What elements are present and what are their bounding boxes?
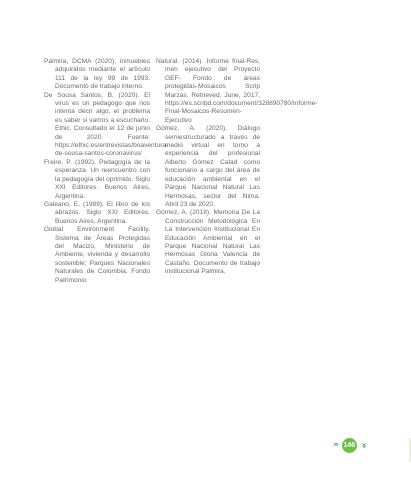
reference-entry: Galeano, E. (1989). El libro de los abrazos. Siglo XXI Editores. Buenos Aires, Argentina. <box>44 200 150 225</box>
reference-entry: De Sousa Santos, B. (2020). El virus es un pedagogo que nos intenta decir algo, el problema es saber si vamos a escucharlo. Ethic. Consultado el 12 de junio de 2020. Fuente: https://ethic.es/entrevistas/boaventura-de-sousa-santos-coronavirus/ <box>44 91 169 158</box>
references-column-right <box>156 58 318 277</box>
reference-entry: Gómez, A. (2020). Diálogo semiestructurado a través de medio virtual en torno a experiencia del profesional Alberto Gómez Calad como funcionario a cargo del área de educación ambiental en el Parque Nacional Natural Las Hermosas, sector del Nima. Abril 23 de 2020. <box>156 125 260 208</box>
reference-entry: Global Environment Facility. Sistema de Áreas Protegidas del Macizo, Ministerio de Ambiente, vivienda y desarrollo sostenible; Parques Nacionales Naturales de Colombia; Fondo Patrimonio <box>44 226 150 284</box>
reference-entry: Palmira, DCMA (2020); inmuebles adquiridos mediante el artículo 111 de la ley 99 de 1993. Documento de trabajo interno. <box>44 58 150 91</box>
references-column-left <box>44 58 169 285</box>
reference-entry: Gómez, A. (2018). Memoria De La Construcción Metodológica En La Intervención Institucional En Educación Ambiental en el Parque Nacional Natural Las Hermosas Gloria Valencia de Castaño. Documento de trabajo institucional Palmira. <box>156 209 260 276</box>
double-chevron-down-icon[interactable]: » <box>358 442 369 449</box>
double-chevron-up-icon[interactable]: » <box>333 440 339 450</box>
reference-entry: Freire, P. (1992). Pedagogía de la esperanza. Un reencuentro con la pedagogía del oprimido. Siglo XXI Editores. Buenos Aires, Argentina. <box>44 158 150 200</box>
page-navigation <box>333 438 369 453</box>
page-number-badge: 146 <box>342 438 357 453</box>
reference-entry: Natural. (2014). Informe final-Res, men ejecutivo del Proyecto GEF- Fondo de áreas protegidas-Mosaicos Scrip Marzas. Retrieved. June, 2017, https://es.scribd.com/document/328890780/Informe-Final-Mosaicos-Resumen-Ejecutivo <box>156 58 318 124</box>
